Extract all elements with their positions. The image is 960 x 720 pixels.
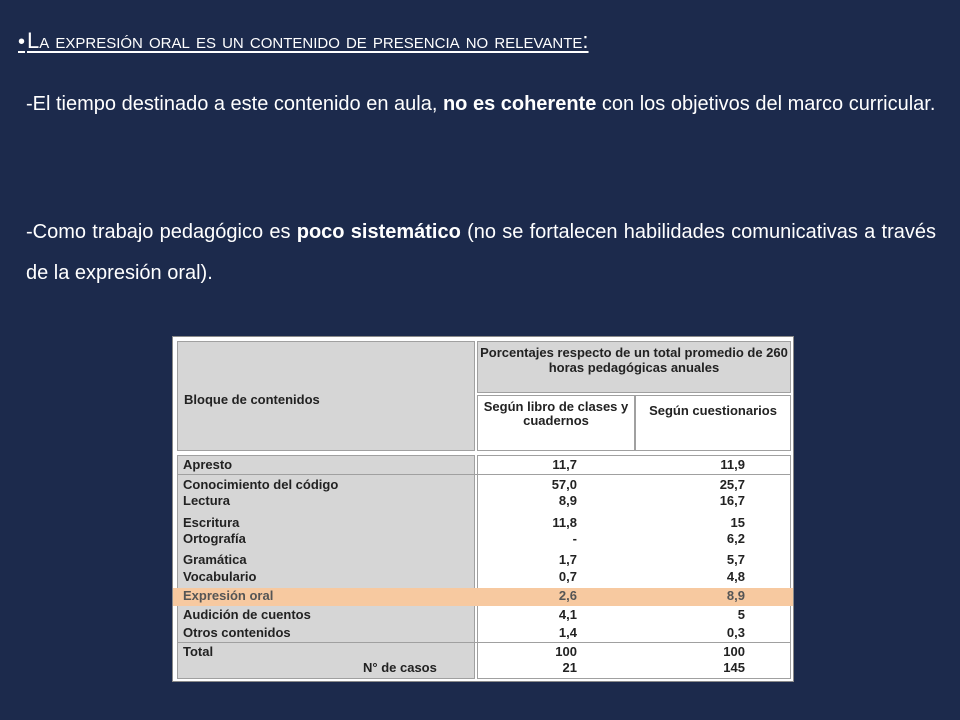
row-value-libro: 1,4 xyxy=(558,625,577,640)
header-col-libro: Según libro de clases y cuadernos xyxy=(477,395,635,451)
table-row xyxy=(173,552,793,570)
row-value-cuestionarios: 145 xyxy=(723,660,745,675)
table-row xyxy=(173,625,793,643)
row-name: Conocimiento del código xyxy=(183,477,339,492)
row-value-libro: 57,0 xyxy=(551,477,577,492)
header-bloque-cell xyxy=(177,341,475,451)
table-row xyxy=(173,457,793,475)
slide-title xyxy=(18,28,589,54)
paragraph-2-start: -Como trabajo pedagógico es xyxy=(26,221,297,243)
paragraph-2-emphasis: poco sistemático xyxy=(296,221,461,243)
row-value-cuestionarios: 6,2 xyxy=(726,531,745,546)
row-name: N° de casos xyxy=(363,660,437,675)
row-value-libro: 2,6 xyxy=(558,588,577,603)
title-text: La expresión oral es un contenido de presencia no relevante: xyxy=(27,28,589,53)
row-value-cuestionarios: 25,7 xyxy=(719,477,745,492)
row-value-cuestionarios: 0,3 xyxy=(726,625,745,640)
paragraph-1-end: con los objetivos del marco curricular. xyxy=(596,93,936,115)
row-name: Ortografía xyxy=(183,531,246,546)
row-value-cuestionarios: 5,7 xyxy=(726,552,745,567)
table-row-cases xyxy=(173,660,793,678)
header-col-cuestionarios: Según cuestionarios xyxy=(635,395,791,451)
row-value-cuestionarios: 8,9 xyxy=(726,588,745,603)
row-name: Gramática xyxy=(183,552,247,567)
title-bullet: • xyxy=(18,31,26,53)
paragraph-1-start: -El tiempo destinado a este contenido en aula, xyxy=(26,93,443,115)
row-name: Vocabulario xyxy=(183,569,257,584)
row-name: Escritura xyxy=(183,515,240,530)
header-bloque-label: Bloque de contenidos xyxy=(184,392,320,407)
row-value-cuestionarios: 16,7 xyxy=(719,493,745,508)
table-row xyxy=(173,569,793,587)
paragraph-2 xyxy=(26,212,936,294)
row-value-libro: - xyxy=(572,531,577,546)
table-row xyxy=(173,493,793,511)
row-value-libro: 1,7 xyxy=(558,552,577,567)
row-value-cuestionarios: 5 xyxy=(737,607,745,622)
paragraph-1 xyxy=(26,84,936,125)
table-row xyxy=(173,607,793,625)
row-value-libro: 4,1 xyxy=(558,607,577,622)
row-value-cuestionarios: 100 xyxy=(723,644,745,659)
row-value-libro: 8,9 xyxy=(558,493,577,508)
table-row-highlighted xyxy=(173,588,793,606)
row-value-cuestionarios: 4,8 xyxy=(726,569,745,584)
row-value-libro: 11,8 xyxy=(552,515,577,530)
row-name: Audición de cuentos xyxy=(183,607,311,622)
paragraph-1-emphasis: no es coherente xyxy=(442,93,597,115)
row-value-libro: 100 xyxy=(555,644,577,659)
row-name: Total xyxy=(183,644,214,659)
row-value-libro: 21 xyxy=(562,660,577,675)
row-value-cuestionarios: 11,9 xyxy=(720,457,745,472)
row-name: Apresto xyxy=(183,457,233,472)
row-value-libro: 0,7 xyxy=(558,569,577,584)
data-table xyxy=(172,336,794,682)
row-name: Otros contenidos xyxy=(183,625,291,640)
table-row xyxy=(173,531,793,549)
row-value-cuestionarios: 15 xyxy=(730,515,745,530)
row-name: Expresión oral xyxy=(183,588,274,603)
row-value-libro: 11,7 xyxy=(552,457,577,472)
paragraph-2-end: (no se fortalecen habilidades comunicativas a través de la expresión oral). xyxy=(26,221,936,284)
header-group-cell: Porcentajes respecto de un total promedio de 260 horas pedagógicas anuales xyxy=(477,341,791,393)
row-name: Lectura xyxy=(183,493,230,508)
